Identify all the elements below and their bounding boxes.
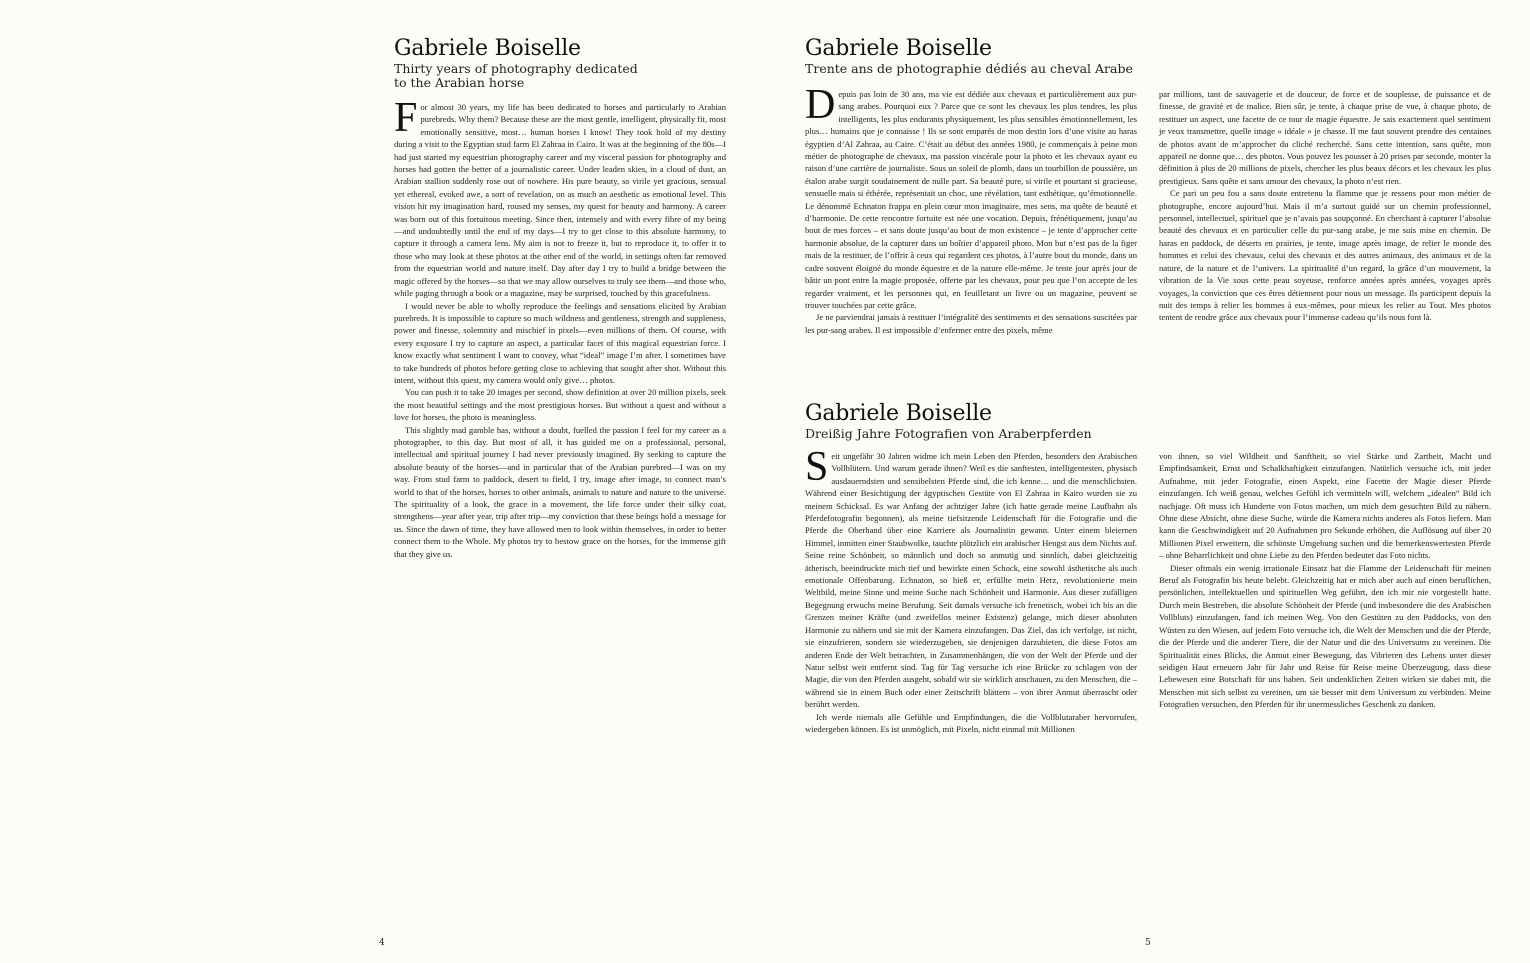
french-column-2 xyxy=(1159,88,1491,324)
english-paragraph-3: You can push it to take 20 images per second, show definition at over 20 million pixels, seek the most beautiful settings and the most prestigious horses. But without a quest and without a love for horses, the photo is meaningless. xyxy=(394,387,726,423)
english-subtitle-line2: to the Arabian horse xyxy=(394,75,525,90)
german-paragraph-1: Seit ungefähr 30 Jahren widme ich mein Leben den Pferden, besonders den Arabischen Vollblütern. Und warum gerade ihnen? Weil es die sanftesten, intelligentesten, physisch ausdauerndsten und sensibelsten Pferde sind, die ich kenne… und die menschlichsten. Während einer Besichtigung der ägyptischen Gestüte von El Zahraa in Kairo wurden sie zu meinem Schicksal. Es war Anfang der achtziger Jahre (ich hatte gerade meine Laufbahn als Pferdefotografin begonnen), als meine tiefsitzende Leidenschaft für die Fotografie und die Pferde die Oberhand über eine Karriere als Journalistin gewann. Unter einem bleiernen Himmel, inmitten einer Staubwolke, tauchte plötzlich ein arabischer Hengst aus dem Nichts auf. Seine reine Schönheit, so männlich und doch so anmutig und sinnlich, dabei gleichzeitig ätherisch, beeindruckte mich tief und bewirkte einen Schock, eine sowohl ästhetische als auch emotionale Offenbarung. Echnaton, so hieß er, erfüllte mein Herz, revolutionierte mein Weltbild, meine Sinne und meine Suche nach Schönheit und Harmonie. Aus dieser zufälligen Begegnung erwuchs meine Berufung. Seit damals versuche ich frenetisch, wobei ich bis an die Grenzen meiner Kräfte (und zweifellos meiner Existenz) gelange, mich dieser absoluten Harmonie zu nähern und sie mit der Kamera einzufangen. Das Ziel, das ich verfolge, ist nicht, sie einzufrieren, sondern sie wiederzugeben, sie denjenigen darzubieten, die diese Fotos am anderen Ende der Welt betrachten, in Zusammenhängen, die von der Welt der Pferde und der Natur selbst weit entfernt sind. Tag für Tag versuche ich eine Brücke zu schlagen von der Magie, die von den Pferden ausgeht, sobald wir sie wirklich anschauen, zu den Menschen, die – während sie in einem Buch oder einer Zeitschrift blättern – von ihrer Anmut überrascht oder berührt werden. xyxy=(805,444,1137,710)
english-article xyxy=(394,36,726,90)
german-column-1 xyxy=(805,444,1137,735)
english-title: Gabriele Boiselle xyxy=(394,36,581,61)
german-subtitle: Dreißig Jahre Fotografien von Araberpferden xyxy=(805,426,1092,441)
german-paragraph-4: Dieser oftmals ein wenig irrationale Einsatz hat die Flamme der Leidenschaft für meinen Beruf als Fotografin bis heute belebt. Gleichzeitig hat er mich aber auch auf einen beruflichen, persönlichen, intellektuellen und spirituellen Weg geführt, den ich mir nie vorgestellt hatte. Durch mein Bestreben, die absolute Schönheit der Pferde (und insbesondere die des Arabischen Vollbluts) einzufangen, fand ich meinen Weg. Von den Gestüten zu den Paddocks, von den Wüsten zu den Wiesen, auf jedem Foto versuche ich, die Welt der Menschen und die der Pferde, die der Pferde und die anderer Tiere, die der Natur und die des Universums zu vereinen. Die Spiritualität eines Blicks, die Anmut einer Bewegung, das Vibrieren des Lebens unter dieser seidigen Haut erneuern Jahr für Jahr und Reise für Reise meine Überzeugung, dass diese Lebewesen eine Botschaft für uns haben. Seit undenklichen Zeiten wirken sie dabei mit, die Menschen mit sich selbst zu vereinen, um sie besser mit dem Universum zu verbinden. Meine Fotografien versuchen, den Pferden für ihr unermessliches Geschenk zu danken. xyxy=(1159,562,1491,710)
french-article xyxy=(805,36,1491,76)
french-subtitle: Trente ans de photographie dédiés au cheval Arabe xyxy=(805,61,1133,76)
english-paragraph-1: For almost 30 years, my life has been dedicated to horses and particularly to Arabian purebreds. Why them? Because these are the most gentle, intelligent, physically fit, most emotionally sensitive, most… human horses I know! They took hold of my destiny during a visit to the Egyptian stud farm El Zahraa in Cairo. It was at the beginning of the 80s—I had just started my equestrian photography career and my visceral passion for photography and horses had gotten the better of a journalistic career. Under leaden skies, in a cloud of dust, an Arabian stallion suddenly rose out of nowhere. His pure beauty, so virile yet gracious, sensual yet ethereal, evoked awe, a sort of revelation, on as much an aesthetic as emotional level. This vision hit my imagination hard, roused my senses, my quest for beauty and harmony. A career was born out of this fortuitous meeting. Since then, intensely and with every fibre of my being—and undoubtedly until the end of my days—I try to get close to this absolute harmony, to capture it through a camera lens. My aim is not to freeze it, but to reproduce it, to offer it to those who may look at these photos at the other end of the world, in settings often far removed from the equestrian world and nature itself. Day after day I try to build a bridge between the magic offered by the horses—so that we may allow ourselves to truly see them—and those who, while paging through a book or a magazine, may be surprised, touched by this gracefulness. xyxy=(394,95,726,299)
french-title: Gabriele Boiselle xyxy=(805,36,992,61)
german-title: Gabriele Boiselle xyxy=(805,401,992,426)
english-paragraph-4: This slightly mad gamble has, without a doubt, fuelled the passion I feel for my career as a photographer, to this day. But most of all, it has guided me on a professional, personal, intellectual and spiritual journey I had never previously imagined. By seeking to capture the absolute beauty of the horses—and in particular that of the Arabian purebred—I was on my way. From stud farm to paddock, desert to field, I try, image after image, to connect man’s world to that of the horses, horses to other animals, animals to nature and nature to the universe. The spirituality of a look, the grace in a movement, the life force under their silky coat, strengthens—year after year, trip after trip—my conviction that these beings hold a message for us. Since the dawn of time, they have allowed men to look within themselves, in order to better connect them to the Whole. My photos try to bestow grace on the horses, for the immense gift that they give us. xyxy=(394,424,726,559)
english-body xyxy=(394,95,726,560)
german-article xyxy=(805,401,1491,441)
french-paragraph-4: Ce pari un peu fou a sans doute entretenu la flamme que je ressens pour mon métier de photographe, encore aujourd’hui. Mais il m’a surtout guidé sur un chemin professionnel, personnel, intellectuel, spirituel que je n’avais pas soupçonné. En cherchant à capturer l’absolue beauté des chevaux et en particulier celle du pur-sang arabe, je me suis mise en chemin. De haras en paddock, de déserts en prairies, je tente, image après image, de relier le monde des hommes et celui des chevaux, celui des chevaux et des autres animaux, des animaux et de la nature, de la nature et de l’univers. La spiritualité d’un regard, la grâce d’un mouvement, la vibration de la Vie sous cette peau soyeuse, renforce années après années, voyages après voyages, la conviction que ces êtres détiennent pour nous un message. Ils participent depuis la nuit des temps à relier les hommes à eux-mêmes, pour mieux les relier au Tout. Mes photos tentent de rendre grâce aux chevaux pour l’immense cadeau qu’ils nous font là. xyxy=(1159,188,1491,323)
french-paragraph-3: par millions, tant de sauvagerie et de douceur, de force et de souplesse, de puissance et de finesse, de gravité et de malice. Bien sûr, je tente, à chaque prise de vue, à chaque photo, de restituer un aspect, une facette de ce tour de magie équestre. Je sais exactement quel sentiment je veux transmettre, quelle image « idéale » je chasse. Il me faut souvent prendre des centaines de photos avant de m’approcher du cliché recherché. Sans cette intention, sans quête, mon appareil ne donne que… des photos. Vous pouvez les pousser à 20 prises par seconde, monter la définition à plus de 20 millions de pixels, chercher les plus beaux décors et les chevaux les plus prestigieux. Sans quête et sans amour des chevaux, la photo n’est rien. xyxy=(1159,89,1491,186)
page-number-left: 4 xyxy=(379,938,385,948)
french-column-1 xyxy=(805,82,1137,336)
french-paragraph-2: Je ne parviendrai jamais à restituer l’intégralité des sentiments et des sensations suscitées par les pur-sang arabes. Il est impossible d’enfermer entre des pixels, même xyxy=(805,312,1137,335)
english-drop-cap: F xyxy=(394,95,418,141)
french-paragraph-1: Depuis pas loin de 30 ans, ma vie est dédiée aux chevaux et particulièrement aux pur-sang arabes. Pourquoi eux ? Parce que ce sont les chevaux les plus tendres, les plus intelligents, les plus endurants physiquement, les plus sensibles émotionnellement, les plus… humains que je connaisse ! Ils se sont emparés de mon destin lors d’une visite au haras égyptien d’Al Zahraa, au Caire. C’était au début des années 1980, je commençais à peine mon métier de photographe de chevaux, ma passion viscérale pour la photo et les chevaux ayant eu raison d’une carrière de journaliste. Sous un soleil de plomb, dans un tourbillon de poussière, un étalon arabe surgit soudainement de nulle part. Sa beauté pure, si virile et pourtant si gracieuse, sensuelle mais si éthérée, représentait un choc, une révélation, tant esthétique, qu’émotionnelle. Le dénommé Echnaton frappa en plein cœur mon imaginaire, mes sens, ma quête de beauté et d’harmonie. De cette rencontre fortuite est née une vocation. Depuis, frénétiquement, jusqu’au bout de mes forces – et sans doute jusqu’au bout de mon existence – je tente d’approcher cette harmonie absolue, de la capturer dans un boîtier d’appareil photo. Mon but n’est pas de la figer mais de la restituer, de l’offrir à ceux qui regardent ces photos, à l’autre bout du monde, dans un cadre souvent éloigné du monde équestre et de la nature elle-même. Je tente jour après jour de bâtir un pont entre la magie proposée, offerte par les chevaux, pour peu que l’on accepte de les regarder vraiment, et les personnes qui, en feuilletant un livre ou un magazine, peuvent se trouver touchées par cette grâce. xyxy=(805,82,1137,310)
english-paragraph-2: I would never be able to wholly reproduce the feelings and sensations elicited by Arabian purebreds. It is impossible to capture so much wildness and gentleness, strength and suppleness, power and finesse, solemnity and mischief in pixels—even millions of them. Of course, with every exposure I try to capture an aspect, a particular facet of this magical equestrian force. I know exactly what sentiment I want to convey, what “ideal” image I’m after. I sometimes have to take hundreds of photos before getting close to achieving that sought after shot. Without this intent, without this quest, my camera would only give… photos. xyxy=(394,300,726,385)
german-paragraph-2: Ich werde niemals alle Gefühle und Empfindungen, die die Vollblutaraber hervorrufen, wiedergeben können. Es ist unmöglich, mit Pixeln, nicht einmal mit Millionen xyxy=(805,711,1137,734)
german-drop-cap: S xyxy=(805,444,829,490)
page-number-right: 5 xyxy=(1145,938,1151,948)
french-drop-cap: D xyxy=(805,82,836,128)
german-paragraph-3: von ihnen, so viel Wildheit und Sanftheit, so viel Stärke und Zartheit, Macht und Empfindsamkeit, Ernst und Schalkhaftigkeit einzufangen. Natürlich versuche ich, mit jeder Aufnahme, mit jeder Fotografie, einen Aspekt, eine Facette der Magie dieser Pferde einzufangen. Ich weiß genau, welches Gefühl ich vermitteln will, welchem „idealen“ Bild ich nachjage. Oft muss ich Hunderte von Fotos machen, um mich dem gesuchten Bild zu nähern. Ohne diese Absicht, ohne diese Suche, würde die Kamera nichts anderes als Fotos liefern. Man kann die Geschwindigkeit auf 20 Aufnahmen pro Sekunde erhöhen, die Auflösung auf über 20 Millionen Pixel erweitern, die schönste Umgebung suchen und die bemerkenswertesten Pferde – ohne Beharrlichkeit und ohne Liebe zu den Pferden bedeutet das Foto nichts. xyxy=(1159,451,1491,561)
german-column-2 xyxy=(1159,450,1491,711)
english-subtitle-line1: Thirty years of photography dedicated xyxy=(394,61,638,76)
